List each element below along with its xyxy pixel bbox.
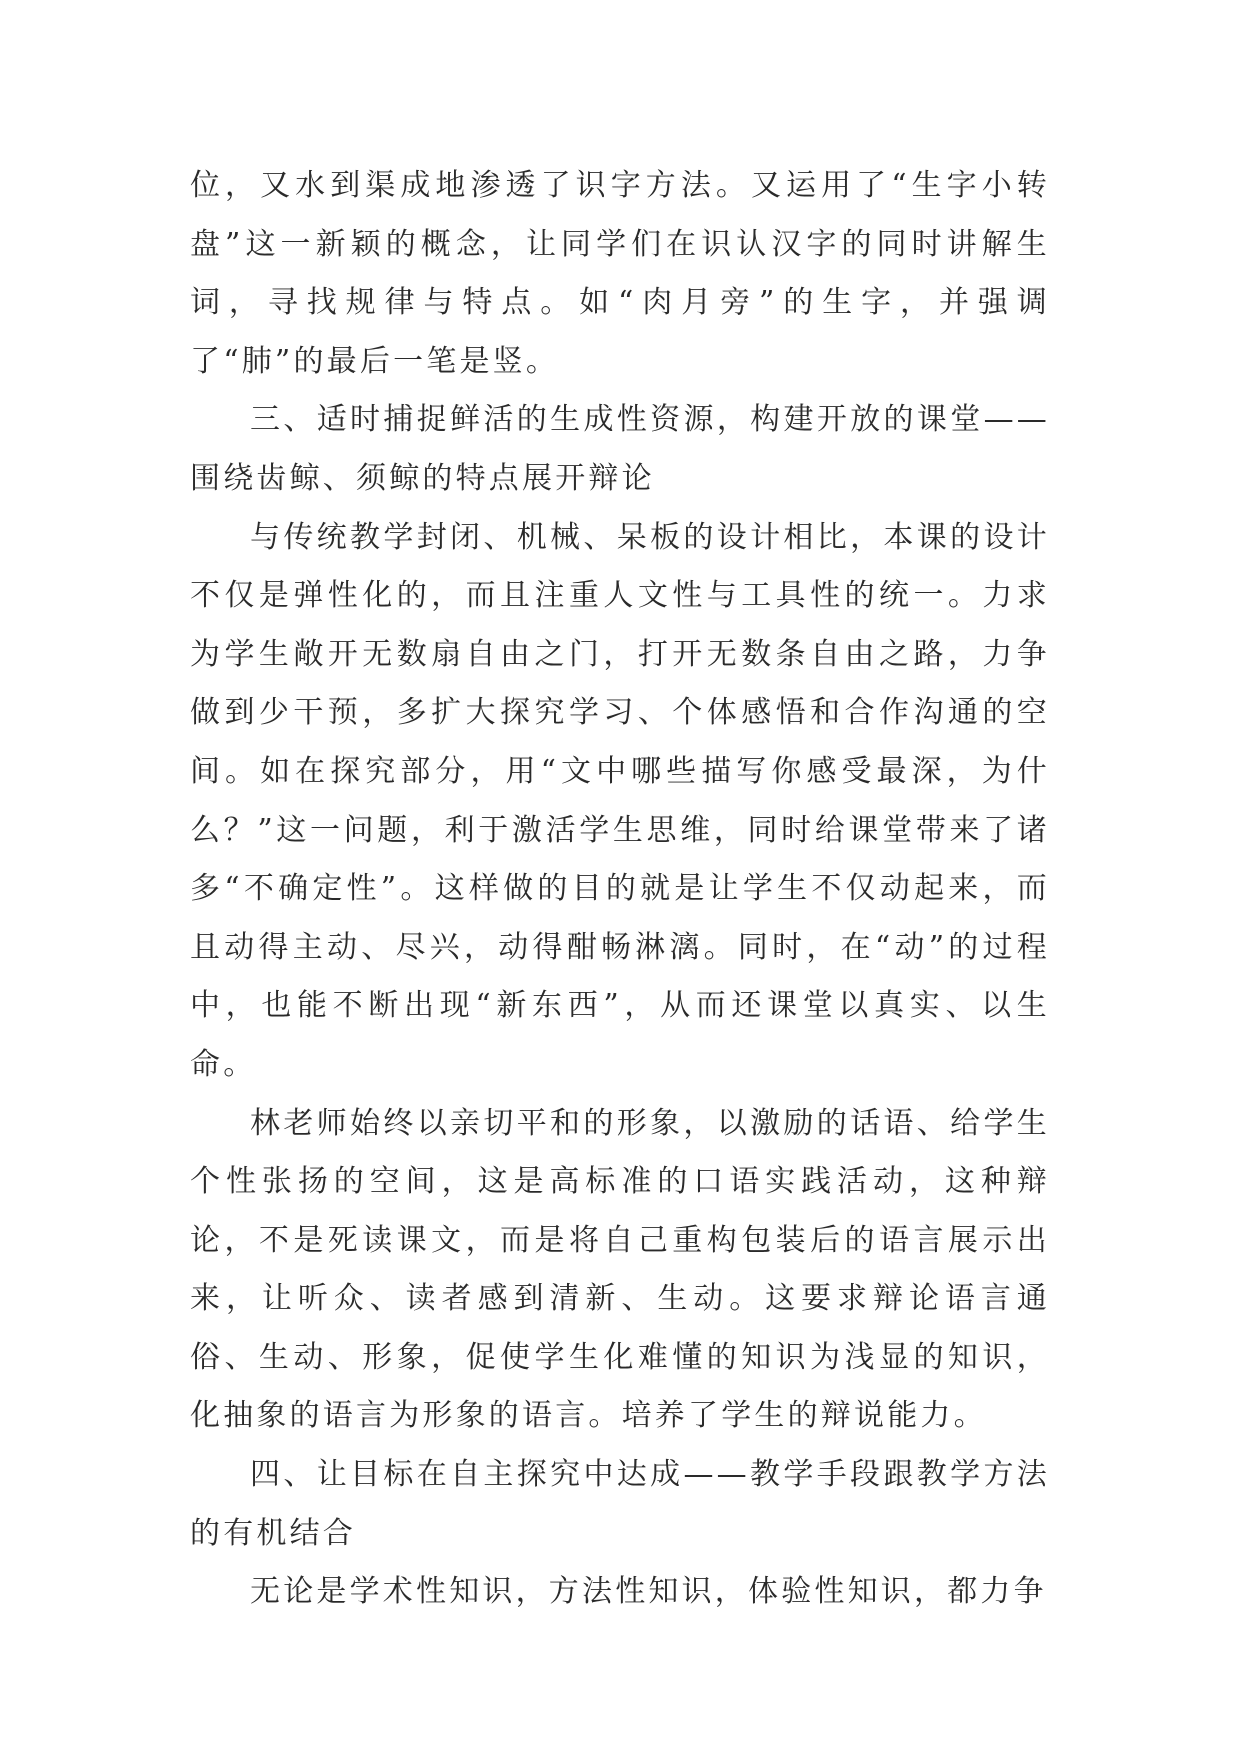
section-heading-three: 三、适时捕捉鲜活的生成性资源，构建开放的课堂——围绕齿鲸、须鲸的特点展开辩论: [190, 402, 1050, 496]
paragraph: 与传统教学封闭、机械、呆板的设计相比，本课的设计不仅是弹性化的，而且注重人文性与工具性的统一。力求为学生敞开无数扇自由之门，打开无数条自由之路，力争做到少干预，多扩大探究学习、个体感悟和合作沟通的空间。如在探究部分，用“文中哪些描写你感受最深，为什么？”这一问题，利于激活学生思维，同时给课堂带来了诸多“不确定性”。这样做的目的就是让学生不仅动起来，而且动得主动、尽兴，动得酣畅淋漓。同时，在“动”的过程中，也能不断出现“新东西”，从而还课堂以真实、以生命。: [190, 519, 1050, 1082]
paragraph-continuation: 位，又水到渠成地渗透了识字方法。又运用了“生字小转盘”这一新颖的概念，让同学们在识认汉字的同时讲解生词，寻找规律与特点。如“肉月旁”的生字，并强调了“肺”的最后一笔是竖。: [190, 168, 1050, 379]
paragraph: 无论是学术性知识，方法性知识，体验性知识，都力争: [250, 1574, 1047, 1610]
document-body: [190, 157, 1050, 1622]
section-heading-four: 四、让目标在自主探究中达成——教学手段跟教学方法的有机结合: [190, 1457, 1050, 1551]
paragraph: 林老师始终以亲切平和的形象，以激励的话语、给学生个性张扬的空间，这是高标准的口语实践活动，这种辩论，不是死读课文，而是将自己重构包装后的语言展示出来，让听众、读者感到清新、生动。这要求辩论语言通俗、生动、形象，促使学生化难懂的知识为浅显的知识，化抽象的语言为形象的语言。培养了学生的辩说能力。: [190, 1105, 1050, 1434]
